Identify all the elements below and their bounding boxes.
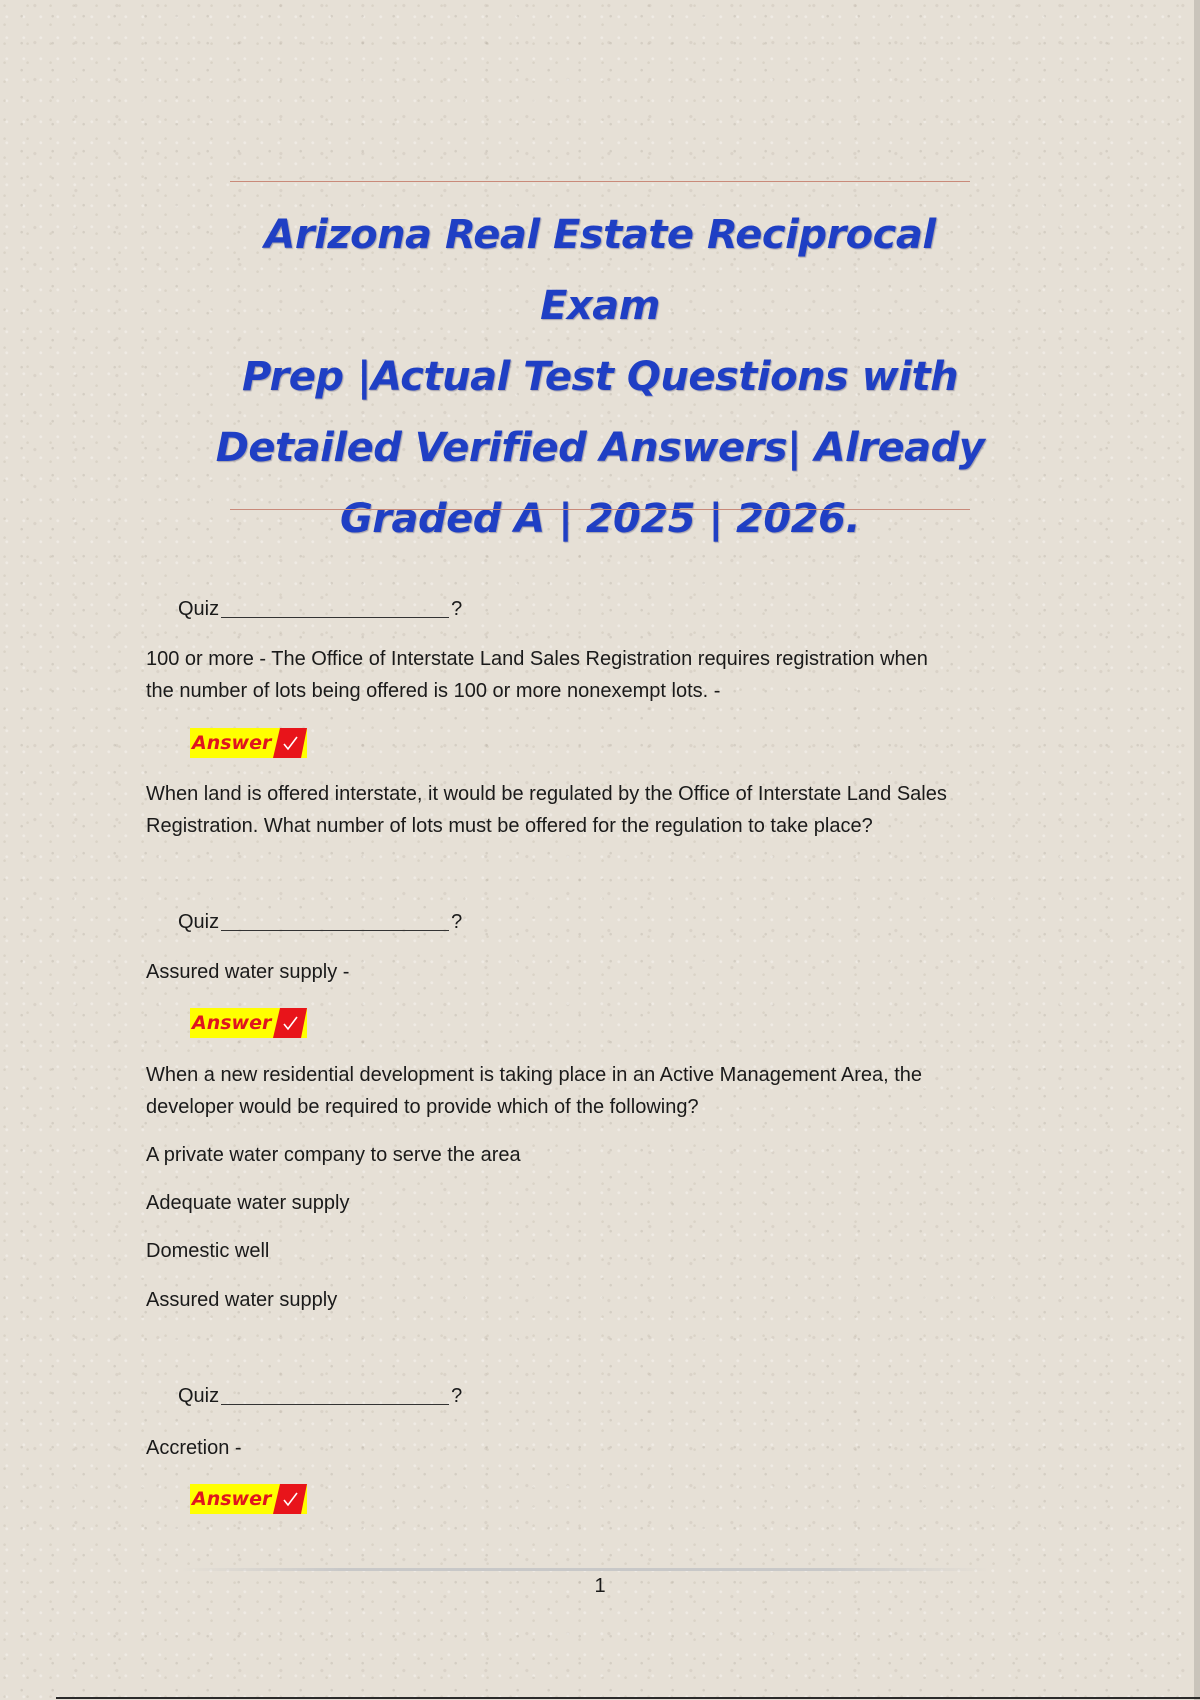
page-bottom-border	[56, 1697, 1200, 1699]
quiz-label: Quiz	[178, 598, 220, 620]
quiz-question-mark: ?	[451, 1385, 463, 1407]
question-2-line-1: When a new residential development is taking place in an Active Management Area, the	[146, 1064, 923, 1086]
answer-text-1	[146, 643, 1066, 707]
option-1: A private water company to serve the area	[146, 1144, 521, 1166]
question-1-line-1: When land is offered interstate, it would be regulated by the Office of Interstate Land Sales	[146, 783, 947, 805]
quiz-prompt-1	[178, 596, 462, 622]
answer-text-3: Accretion -	[146, 1437, 242, 1459]
answer-text-1-line-1: 100 or more - The Office of Interstate Land Sales Registration requires registration when	[146, 648, 928, 670]
title-line-1: Arizona Real Estate Reciprocal Exam	[264, 212, 936, 329]
option-3: Domestic well	[146, 1240, 270, 1262]
option-2: Adequate water supply	[146, 1192, 350, 1214]
quiz-label: Quiz	[178, 911, 220, 933]
quiz-question-mark: ?	[451, 598, 463, 620]
answer-badge-3	[190, 1484, 307, 1514]
quiz-blank	[221, 597, 449, 618]
title-line-3: Detailed Verified Answers| Already	[215, 425, 985, 471]
answer-badge-2	[190, 1008, 307, 1038]
quiz-blank	[221, 1384, 449, 1405]
red-check-icon	[273, 1484, 307, 1514]
red-check-icon	[273, 728, 307, 758]
answer-label: Answer	[190, 1008, 273, 1038]
answer-text-2: Assured water supply -	[146, 961, 350, 983]
answer-label: Answer	[190, 1484, 273, 1514]
title-top-rule	[230, 181, 970, 182]
question-1	[146, 778, 1066, 842]
title-line-4: Graded A | 2025 | 2026.	[339, 496, 861, 542]
answer-text-1-line-2: the number of lots being offered is 100 or more nonexempt lots. -	[146, 680, 721, 702]
title-bottom-rule	[230, 509, 970, 510]
question-2	[146, 1059, 1066, 1123]
page-number: 1	[594, 1575, 606, 1597]
page-edge	[1194, 0, 1200, 1700]
quiz-prompt-2	[178, 909, 462, 935]
document-title	[200, 200, 1000, 555]
answer-badge-1	[190, 728, 307, 758]
quiz-blank	[221, 910, 449, 931]
quiz-prompt-3	[178, 1383, 462, 1409]
question-2-line-2: developer would be required to provide which of the following?	[146, 1096, 699, 1118]
quiz-label: Quiz	[178, 1385, 220, 1407]
footer-rule	[180, 1568, 990, 1571]
red-check-icon	[273, 1008, 307, 1038]
option-4: Assured water supply	[146, 1289, 338, 1311]
title-line-2: Prep |Actual Test Questions with	[241, 354, 959, 400]
quiz-question-mark: ?	[451, 911, 463, 933]
answer-label: Answer	[190, 728, 273, 758]
question-1-line-2: Registration. What number of lots must be offered for the regulation to take place?	[146, 815, 873, 837]
